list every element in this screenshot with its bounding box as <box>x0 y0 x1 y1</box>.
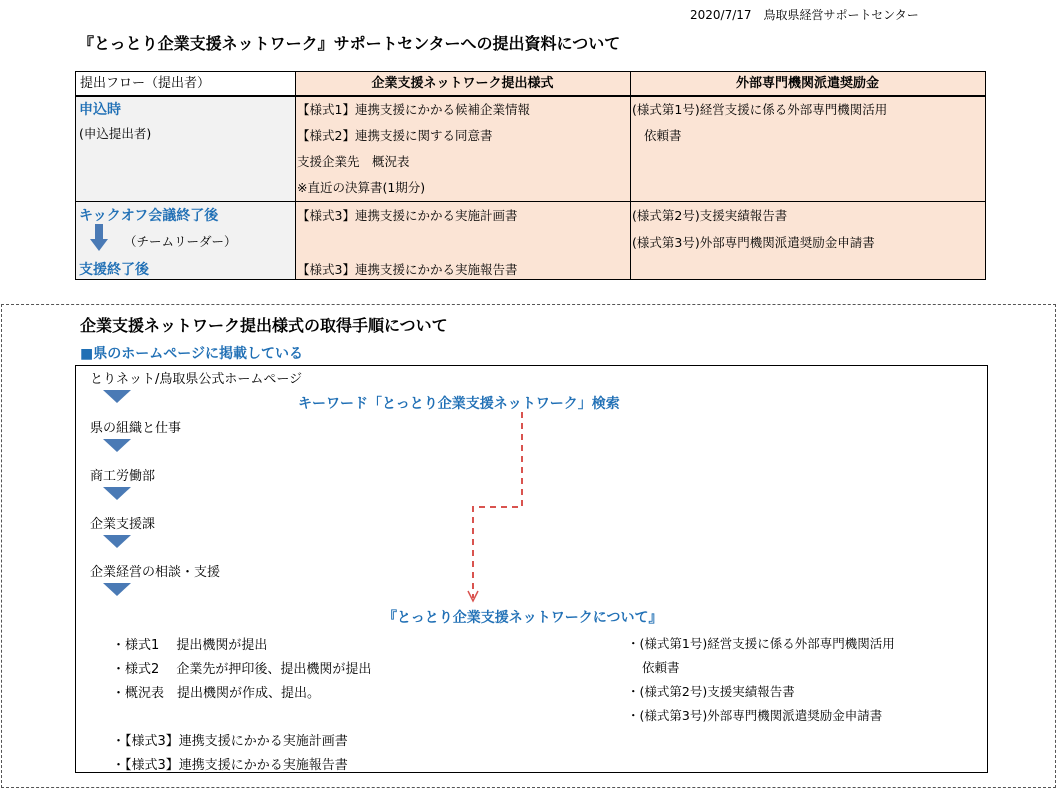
dashed-connector-arrow <box>465 410 535 610</box>
incentive-form-1-cont: 依頼書 <box>644 128 682 143</box>
header-date-org: 2020/7/17 鳥取県経営サポートセンター <box>690 8 919 22</box>
down-arrow-icon <box>90 224 108 252</box>
list-item: ・様式2 企業先が押印後、提出機関が提出 <box>112 662 372 677</box>
form-3-plan: 【様式3】連携支援にかかる実施計画書 <box>297 208 518 223</box>
form-1-candidate: 【様式1】連携支援にかかる候補企業情報 <box>297 102 530 117</box>
form-overview: 支援企業先 概況表 <box>297 154 410 169</box>
down-arrow-icon <box>103 390 131 404</box>
flow-team-leader: （チームリーダー） <box>124 234 237 249</box>
down-arrow-icon <box>103 487 131 501</box>
down-arrow-icon <box>103 583 131 597</box>
list-item: 依頼書 <box>642 660 680 675</box>
incentive-form-2: (様式第2号)支援実績報告書 <box>632 208 788 223</box>
list-item: ・様式1 提出機関が提出 <box>112 638 268 653</box>
step-tori-net: とりネット/鳥取県公式ホームページ <box>90 372 303 387</box>
list-item: ・(様式第2号)支援実績報告書 <box>627 684 795 699</box>
list-item: ・【様式3】連携支援にかかる実施報告書 <box>112 758 348 773</box>
down-arrow-icon <box>103 439 131 453</box>
target-page-title: 『とっとり企業支援ネットワークについて』 <box>383 610 663 626</box>
step-support-division: 企業支援課 <box>90 517 156 532</box>
page-title: 『とっとり企業支援ネットワーク』サポートセンターへの提出資料について <box>78 34 621 53</box>
list-item: ・概況表 提出機関が作成、提出。 <box>112 686 321 701</box>
form-2-consent: 【様式2】連携支援に関する同意書 <box>297 128 493 143</box>
flow-application-submitter: (申込提出者) <box>79 126 152 141</box>
search-keyword: キーワード「とっとり企業支援ネットワーク」検索 <box>298 396 620 412</box>
section-subtitle: ■県のホームページに掲載している <box>80 346 303 362</box>
table-header-incentive: 外部専門機関派遣奨励金 <box>630 72 985 96</box>
down-arrow-icon <box>103 535 131 549</box>
section-title: 企業支援ネットワーク提出様式の取得手順について <box>80 316 448 335</box>
flow-application: 申込時 <box>79 102 121 118</box>
form-financials-note: ※直近の決算書(1期分) <box>297 180 426 195</box>
step-consultation: 企業経営の相談・支援 <box>90 565 221 580</box>
step-commerce-dept: 商工労働部 <box>90 469 156 484</box>
submission-table <box>75 71 986 280</box>
step-organization: 県の組織と仕事 <box>90 421 182 436</box>
flow-kickoff: キックオフ会議終了後 <box>79 208 219 224</box>
table-header-flow: 提出フロー（提出者） <box>76 72 295 96</box>
list-item: ・(様式第3号)外部専門機関派遣奨励金申請書 <box>627 708 883 723</box>
list-item: ・【様式3】連携支援にかかる実施計画書 <box>112 734 348 749</box>
form-3-report: 【様式3】連携支援にかかる実施報告書 <box>297 262 518 277</box>
list-item: ・(様式第1号)経営支援に係る外部専門機関活用 <box>627 636 895 651</box>
incentive-form-1: (様式第1号)経営支援に係る外部専門機関活用 <box>632 102 888 117</box>
flow-support-end: 支援終了後 <box>79 262 149 278</box>
incentive-form-3: (様式第3号)外部専門機関派遣奨励金申請書 <box>632 235 875 250</box>
table-header-network-forms: 企業支援ネットワーク提出様式 <box>295 72 630 96</box>
